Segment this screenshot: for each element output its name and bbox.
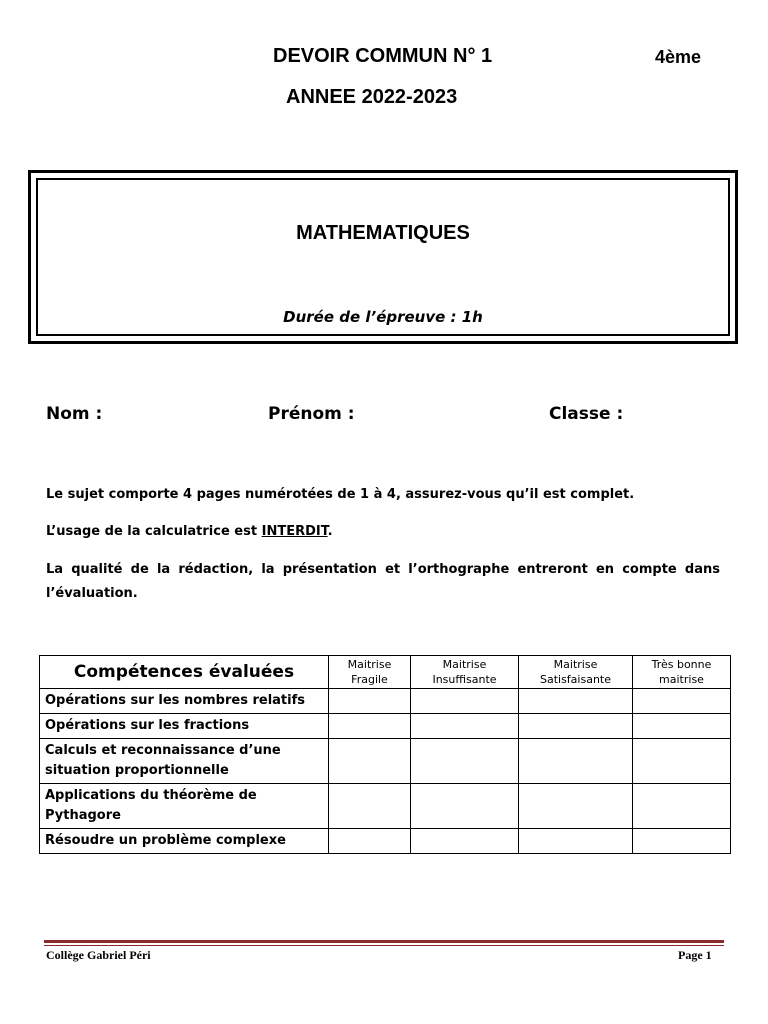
skill-name: Applications du théorème de Pythagore [40, 784, 329, 829]
firstname-label: Prénom : [268, 404, 355, 424]
footer-rule-thick [44, 940, 724, 943]
footer-school: Collège Gabriel Péri [46, 948, 151, 962]
table-row [40, 689, 731, 714]
instruction-calculator [46, 524, 333, 539]
level-header-satisfaisante [519, 656, 633, 689]
grade-cell [633, 714, 731, 739]
grade-cell [633, 829, 731, 854]
grade-cell [633, 784, 731, 829]
grade-cell [329, 714, 411, 739]
level-label: Maitrise Fragile [347, 658, 392, 686]
skill-name: Résoudre un problème complexe [40, 829, 329, 854]
table-header-row [40, 656, 731, 689]
grade-level: 4ème [655, 47, 702, 67]
grade-cell [411, 739, 519, 784]
grade-cell [329, 829, 411, 854]
grade-cell [411, 829, 519, 854]
calculator-text: L’usage de la calculatrice est [46, 524, 262, 539]
footer-rule-thin [44, 945, 724, 946]
exam-title: DEVOIR COMMUN N° 1 [273, 45, 493, 67]
instruction-quality: La qualité de la rédaction, la présentation et l’orthographe entreront en compte dans l’évaluation. [46, 562, 720, 601]
grade-cell [519, 739, 633, 784]
skill-name: Calculs et reconnaissance d’une situation proportionnelle [40, 739, 329, 784]
level-label: Maitrise Satisfaisante [539, 658, 612, 686]
exam-duration: Durée de l’épreuve : 1h [283, 308, 483, 326]
level-header-insuffisante [411, 656, 519, 689]
grade-cell [519, 714, 633, 739]
skills-header: Compétences évaluées [40, 656, 329, 689]
table-row [40, 714, 731, 739]
grade-cell [633, 739, 731, 784]
footer-page-number: Page 1 [678, 948, 712, 962]
level-label: Maitrise Insuffisante [432, 658, 497, 686]
grade-cell [411, 784, 519, 829]
school-year: ANNEE 2022-2023 [286, 86, 458, 108]
grade-cell [633, 689, 731, 714]
instruction-pages: Le sujet comporte 4 pages numérotées de 1 à 4, assurez-vous qu’il est complet. [46, 487, 635, 502]
skills-table [39, 655, 731, 854]
level-header-tres-bonne [633, 656, 731, 689]
skill-name: Opérations sur les fractions [40, 714, 329, 739]
table-row [40, 784, 731, 829]
class-label: Classe : [549, 404, 624, 424]
grade-cell [329, 689, 411, 714]
grade-cell [519, 784, 633, 829]
grade-cell [329, 784, 411, 829]
table-row [40, 739, 731, 784]
name-label: Nom : [46, 404, 103, 424]
skill-name: Opérations sur les nombres relatifs [40, 689, 329, 714]
grade-cell [519, 829, 633, 854]
level-label: Très bonne maitrise [651, 658, 712, 686]
grade-cell [519, 689, 633, 714]
table-row [40, 829, 731, 854]
grade-cell [411, 689, 519, 714]
forbidden-emphasis: INTERDIT [261, 524, 328, 539]
grade-cell [329, 739, 411, 784]
calculator-period: . [327, 524, 333, 539]
grade-cell [411, 714, 519, 739]
level-header-fragile [329, 656, 411, 689]
subject-title: MATHEMATIQUES [296, 222, 470, 244]
